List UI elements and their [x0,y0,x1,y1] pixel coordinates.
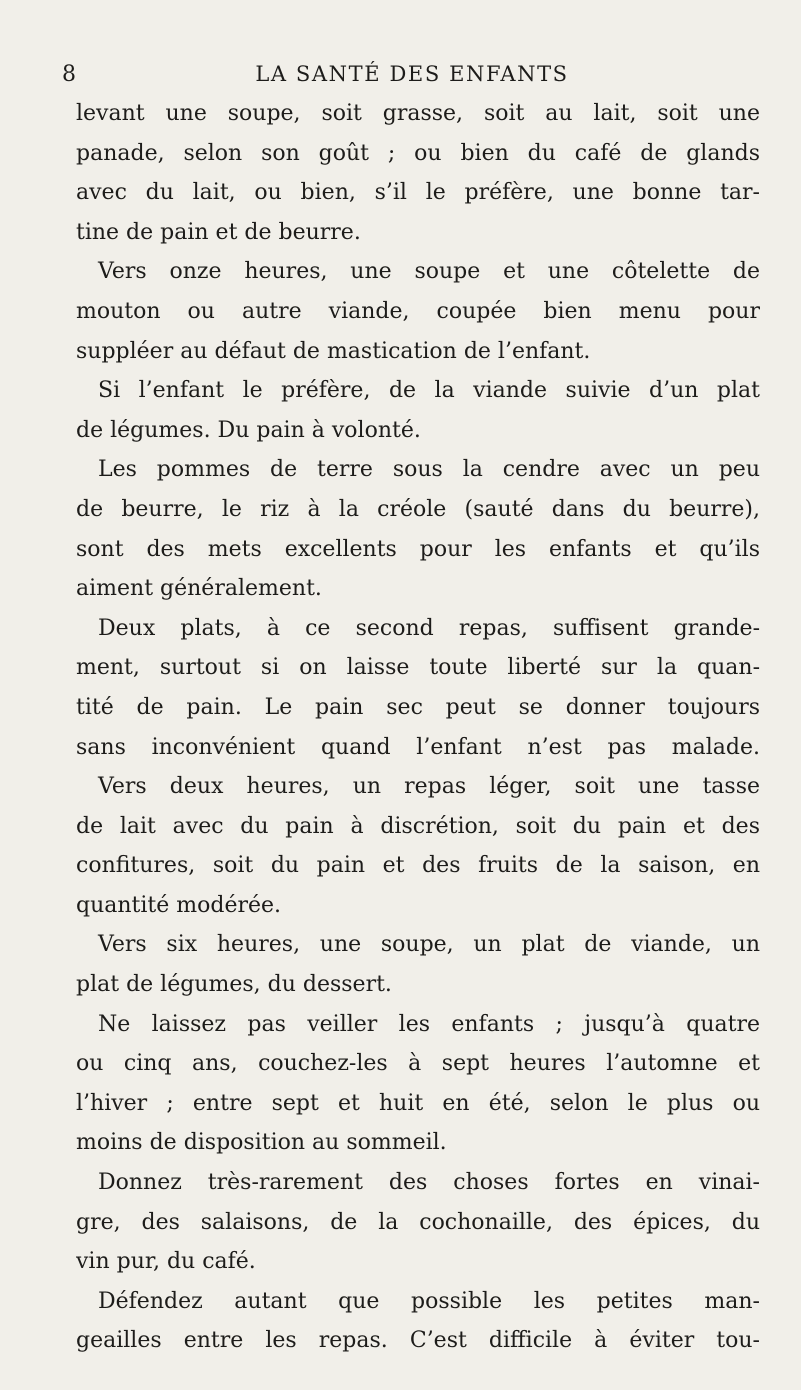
paragraph-start-line: Vers onze heures, une soupe et une côtelette de [98,259,760,285]
text-line: l’hiver ; entre sept et huit en été, selon le plus ou [76,1090,760,1116]
text-line: gre, des salaisons, de la cochonaille, des épices, du [76,1209,760,1235]
text-line: tité de pain. Le pain sec peut se donner toujours [76,694,760,720]
text-line: sans inconvénient quand l’enfant n’est pas malade. [76,734,760,760]
text-line: de lait avec du pain à discrétion, soit du pain et des [76,813,760,839]
paragraph-start-line: Les pommes de terre sous la cendre avec un peu [98,457,760,483]
text-line: sont des mets excellents pour les enfants et qu’ils [76,536,760,562]
paragraph-start-line: Deux plats, à ce second repas, suffisent grande- [98,615,760,641]
text-line: plat de légumes, du dessert. [76,972,392,998]
text-line: ou cinq ans, couchez-les à sept heures l’automne et [76,1051,760,1077]
text-line: levant une soupe, soit grasse, soit au lait, soit une [76,101,760,126]
paragraph-start-line: Vers deux heures, un repas léger, soit une tasse [98,774,760,800]
page-header [62,62,762,96]
text-line: panade, selon son goût ; ou bien du café de glands [76,140,760,166]
text-line: vin pur, du café. [76,1249,256,1275]
text-line: aiment généralement. [76,576,322,602]
paragraph-start-line: Donnez très-rarement des choses fortes en vinai- [98,1170,760,1196]
text-line: moins de disposition au sommeil. [76,1130,447,1156]
text-line: mouton ou autre viande, coupée bien menu pour [76,298,760,324]
text-line: suppléer au défaut de mastication de l’enfant. [76,338,591,364]
text-line: quantité modérée. [76,892,282,918]
paragraph-start-line: Si l’enfant le préfère, de la viande suivie d’un plat [98,378,760,404]
text-line: tine de pain et de beurre. [76,219,361,245]
body-text [76,94,760,1361]
paragraph-start-line: Vers six heures, une soupe, un plat de viande, un [98,932,760,958]
paragraph-start-line: Défendez autant que possible les petites man- [98,1288,760,1314]
text-line: ment, surtout si on laisse toute liberté sur la quan- [76,655,760,681]
text-line: avec du lait, ou bien, s’il le préfère, une bonne tar- [76,180,760,206]
page-number: 8 [62,62,77,87]
text-line: de beurre, le riz à la créole (sauté dans du beurre), [76,496,760,522]
text-line: confitures, soit du pain et des fruits de la saison, en [76,853,760,879]
running-title: LA SANTÉ DES ENFANTS [255,62,569,86]
text-line: geailles entre les repas. C’est difficile à éviter tou- [76,1328,760,1354]
paragraph-start-line: Ne laissez pas veiller les enfants ; jusqu’à quatre [98,1011,760,1037]
text-line: de légumes. Du pain à volonté. [76,417,421,443]
